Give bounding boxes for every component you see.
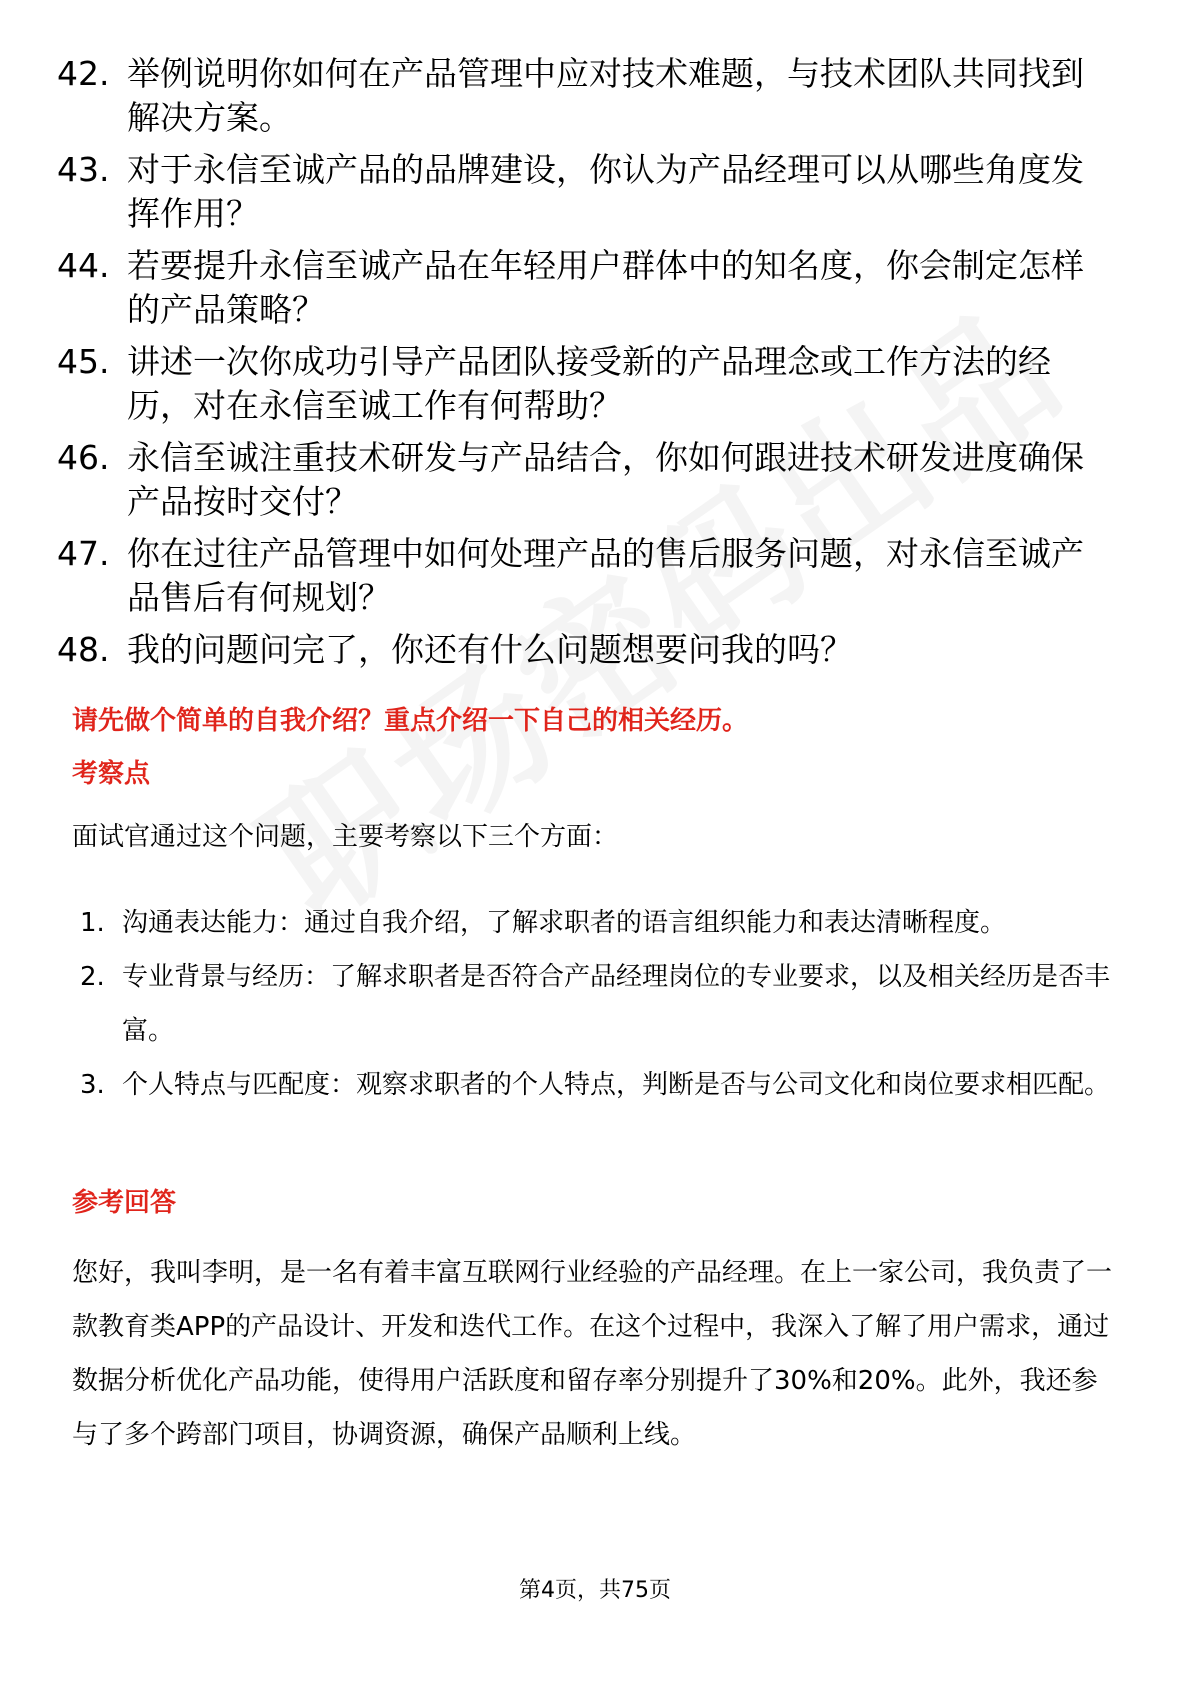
- point-number: 2.: [80, 962, 105, 992]
- list-item: [57, 52, 1117, 140]
- question-number: 45.: [57, 342, 110, 381]
- question-number: 42.: [57, 54, 110, 93]
- point-number: 1.: [80, 908, 105, 938]
- list-item: [57, 436, 1117, 524]
- question-text: 我的问题问完了，你还有什么问题想要问我的吗？: [127, 630, 853, 669]
- point-text: 专业背景与经历：了解求职者是否符合产品经理岗位的专业要求，以及相关经历是否丰富。: [122, 962, 1111, 1046]
- question-text: 讲述一次你成功引导产品团队接受新的产品理念或工作方法的经历，对在永信至诚工作有何帮助？: [127, 342, 1051, 425]
- list-item: [57, 532, 1117, 620]
- question-number: 43.: [57, 150, 110, 189]
- list-item: [72, 950, 1117, 1058]
- page-footer: 第4页，共75页: [519, 1578, 671, 1603]
- question-number: 47.: [57, 534, 110, 573]
- list-item: [57, 244, 1117, 332]
- point-text: 个人特点与匹配度：观察求职者的个人特点，判断是否与公司文化和岗位要求相匹配。: [122, 1070, 1111, 1100]
- question-text: 永信至诚注重技术研发与产品结合，你如何跟进技术研发进度确保产品按时交付？: [127, 438, 1084, 521]
- focus-heading: 考察点: [72, 759, 151, 789]
- list-item: [72, 1058, 1117, 1112]
- list-item: [57, 148, 1117, 236]
- focus-intro: 面试官通过这个问题，主要考察以下三个方面：: [72, 822, 619, 852]
- question-text: 你在过往产品管理中如何处理产品的售后服务问题，对永信至诚产品售后有何规划？: [127, 534, 1084, 617]
- list-item: [72, 896, 1117, 950]
- question-text: 若要提升永信至诚产品在年轻用户群体中的知名度，你会制定怎样的产品策略？: [127, 246, 1084, 329]
- question-list: [57, 52, 1117, 680]
- question-number: 44.: [57, 246, 110, 285]
- focus-points: [72, 896, 1117, 1112]
- question-text: 举例说明你如何在产品管理中应对技术难题，与技术团队共同找到解决方案。: [127, 54, 1084, 137]
- answer-heading: 参考回答: [72, 1188, 177, 1218]
- question-text: 对于永信至诚产品的品牌建设，你认为产品经理可以从哪些角度发挥作用？: [127, 150, 1084, 233]
- list-item: [57, 340, 1117, 428]
- point-number: 3.: [80, 1070, 105, 1100]
- section-question: 请先做个简单的自我介绍？重点介绍一下自己的相关经历。: [72, 706, 749, 736]
- list-item: [57, 628, 1117, 672]
- point-text: 沟通表达能力：通过自我介绍，了解求职者的语言组织能力和表达清晰程度。: [122, 908, 1007, 938]
- answer-text: 您好，我叫李明，是一名有着丰富互联网行业经验的产品经理。在上一家公司，我负责了一款教育类APP的产品设计、开发和迭代工作。在这个过程中，我深入了解了用户需求，通过数据分析优化产品功能，使得用户活跃度和留存率分别提升了30%和20%。此外，我还参与了多个跨部门项目，协调资源，确保产品顺利上线。: [72, 1258, 1113, 1450]
- question-number: 48.: [57, 630, 110, 669]
- question-number: 46.: [57, 438, 110, 477]
